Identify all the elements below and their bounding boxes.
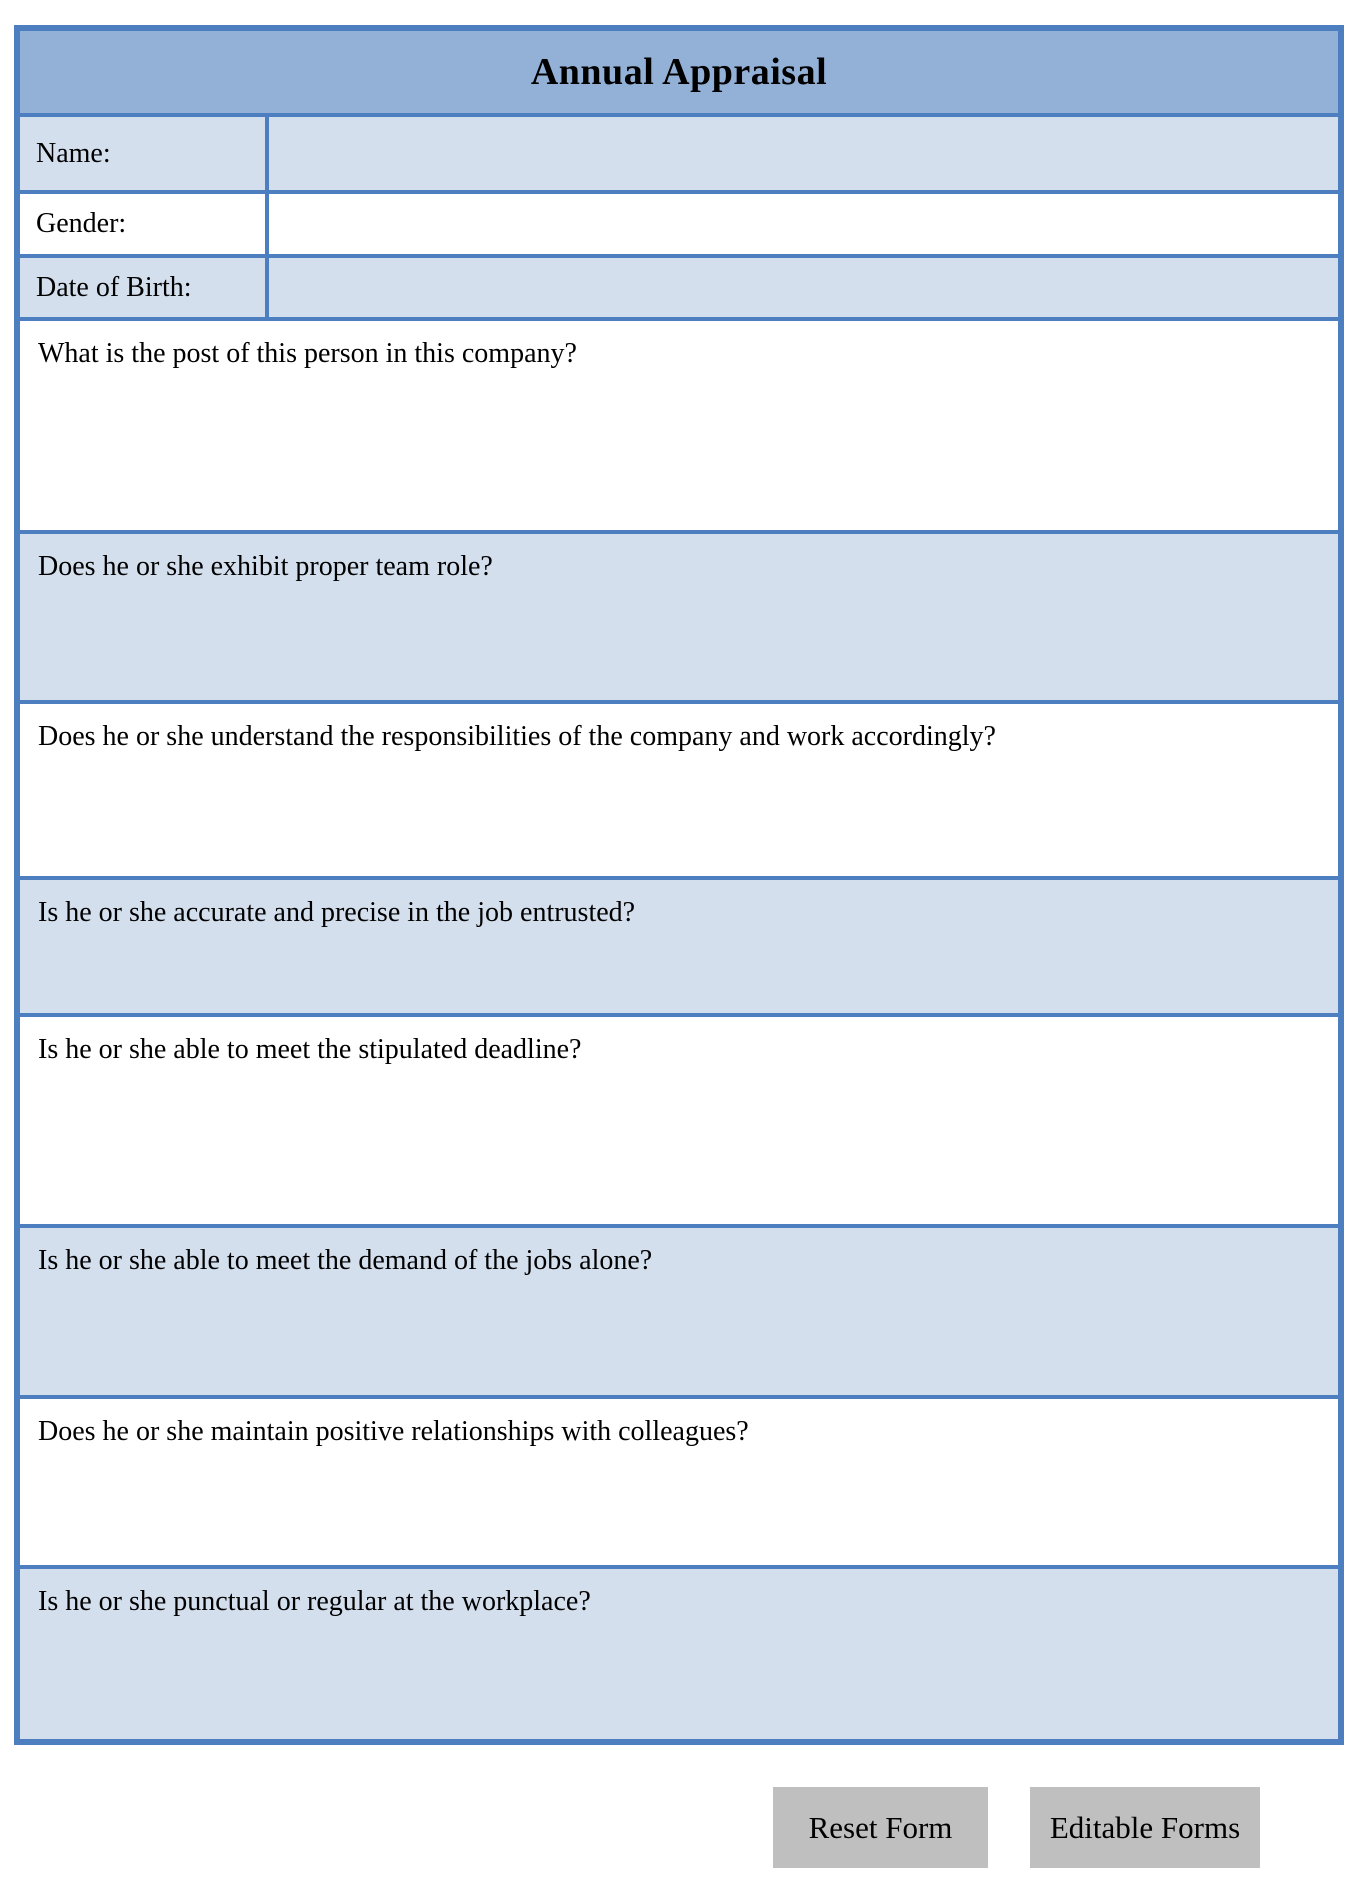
reset-form-button[interactable]: Reset Form: [773, 1787, 988, 1868]
question-deadline-text: Is he or she able to meet the stipulated deadline?: [38, 1034, 582, 1065]
gender-input[interactable]: [269, 194, 1338, 254]
editable-forms-button[interactable]: Editable Forms: [1030, 1787, 1260, 1868]
date-of-birth-input[interactable]: [269, 258, 1338, 317]
name-label: Name:: [36, 137, 111, 169]
question-post-text: What is the post of this person in this company?: [38, 338, 577, 369]
gender-label: Gender:: [36, 208, 127, 239]
annual-appraisal-form: [14, 25, 1344, 1745]
question-row-team-role[interactable]: [20, 530, 1338, 700]
question-row-accuracy[interactable]: [20, 876, 1338, 1013]
name-row: [20, 113, 1338, 190]
question-row-independence[interactable]: [20, 1224, 1338, 1395]
question-accuracy-text: Is he or she accurate and precise in the job entrusted?: [38, 897, 636, 928]
gender-row: [20, 190, 1338, 254]
question-row-relationships[interactable]: [20, 1395, 1338, 1565]
question-team-role-text: Does he or she exhibit proper team role?: [38, 551, 493, 582]
form-title: Annual Appraisal: [530, 51, 828, 93]
question-row-deadline[interactable]: [20, 1013, 1338, 1224]
question-punctuality-text: Is he or she punctual or regular at the workplace?: [38, 1586, 591, 1617]
question-relationships-text: Does he or she maintain positive relationships with colleagues?: [38, 1416, 749, 1447]
question-row-punctuality[interactable]: [20, 1565, 1338, 1739]
name-label-cell: [20, 117, 269, 190]
date-of-birth-label-cell: [20, 258, 269, 317]
question-independence-text: Is he or she able to meet the demand of the jobs alone?: [38, 1245, 653, 1276]
date-of-birth-label: Date of Birth:: [36, 271, 192, 303]
question-row-post[interactable]: [20, 317, 1338, 530]
gender-label-cell: [20, 194, 269, 254]
form-title-bar: [20, 31, 1338, 113]
question-row-responsibilities[interactable]: [20, 700, 1338, 876]
name-input[interactable]: [269, 117, 1338, 190]
question-responsibilities-text: Does he or she understand the responsibilities of the company and work accordingly?: [38, 721, 996, 752]
date-of-birth-row: [20, 254, 1338, 317]
